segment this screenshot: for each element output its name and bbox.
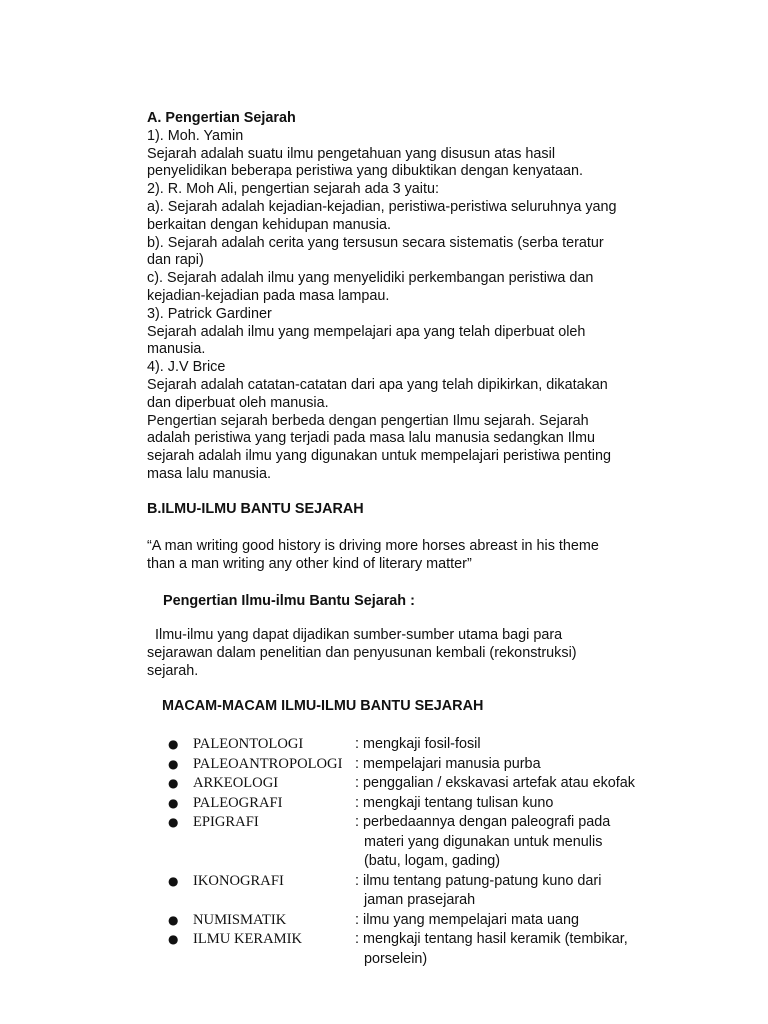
list-item-term: PALEOANTROPOLOGI: [193, 755, 343, 772]
section-a-line: Sejarah adalah suatu ilmu pengetahuan yang disusun atas hasil: [147, 145, 556, 162]
list-item: [168, 813, 688, 872]
section-a-title: A. Pengertian Sejarah: [147, 110, 296, 126]
bullet-icon: ●: [168, 756, 179, 771]
list-item-term: PALEOGRAFI: [193, 794, 283, 811]
definition-line: sejarawan dalam penelitian dan penyusunan kembali (rekonstruksi): [147, 644, 577, 661]
section-a-line: a). Sejarah adalah kejadian-kejadian, peristiwa-peristiwa seluruhnya yang: [147, 198, 617, 215]
section-a-line: sejarah adalah ilmu yang digunakan untuk mempelajari peristiwa penting: [147, 448, 611, 465]
list-item-description-line: materi yang digunakan untuk menulis: [364, 833, 603, 850]
bullet-icon: ●: [168, 737, 179, 751]
list-item-term: EPIGRAFI: [193, 814, 259, 830]
section-a-line: Pengertian sejarah berbeda dengan pengertian Ilmu sejarah. Sejarah: [147, 412, 589, 429]
list-item: [168, 735, 688, 755]
section-a-line: Sejarah adalah ilmu yang mempelajari apa yang telah diperbuat oleh: [147, 323, 586, 340]
list-item-term: ILMU KERAMIK: [193, 931, 303, 947]
list-item-description: [355, 930, 688, 969]
list-item-term: NUMISMATIK: [193, 911, 287, 928]
list-item: [168, 872, 688, 911]
list-item-description-line: porselein): [364, 950, 428, 967]
definition-line: Ilmu-ilmu yang dapat dijadikan sumber-sumber utama bagi para: [147, 627, 563, 643]
quote-block: [147, 538, 667, 574]
section-a-body: [147, 128, 667, 484]
section-a-line: dan diperbuat oleh manusia.: [147, 394, 329, 411]
section-a-line: b). Sejarah adalah cerita yang tersusun secara sistematis (serba teratur: [147, 234, 604, 251]
list-item-description-line: : perbedaannya dengan paleografi pada: [355, 814, 611, 830]
section-a-line: 1). Moh. Yamin: [147, 127, 244, 144]
list-item-description: [355, 735, 688, 755]
section-a-line: 3). Patrick Gardiner: [147, 305, 272, 322]
list-item-description-line: : penggalian / ekskavasi artefak atau ekofak: [355, 775, 635, 791]
list-item-description: [355, 872, 688, 911]
section-a-line: c). Sejarah adalah ilmu yang menyelidiki perkembangan peristiwa dan: [147, 270, 594, 287]
list-item-term: PALEONTOLOGI: [193, 736, 304, 752]
bullet-icon: ●: [168, 912, 179, 927]
bullet-icon: ●: [168, 815, 179, 829]
bullet-icon: ●: [168, 873, 179, 888]
auxiliary-science-list: [168, 735, 688, 969]
quote-line: than a man writing any other kind of literary matter”: [147, 555, 472, 572]
list-item-description-line: : ilmu yang mempelajari mata uang: [355, 911, 579, 928]
section-a-line: penyelidikan beberapa peristiwa yang dibuktikan dengan kenyataan.: [147, 163, 584, 180]
bullet-icon: ●: [168, 932, 179, 946]
list-heading: MACAM-MACAM ILMU-ILMU BANTU SEJARAH: [162, 698, 484, 714]
section-a-line: 4). J.V Brice: [147, 359, 226, 376]
list-item-description-line: : mengkaji tentang hasil keramik (tembikar,: [355, 931, 628, 947]
list-item-description: [355, 813, 688, 872]
list-item-description-line: : mengkaji tentang tulisan kuno: [355, 794, 554, 811]
definition-line: sejarah.: [147, 662, 199, 679]
list-item-term: ARKEOLOGI: [193, 775, 279, 791]
bullet-icon: ●: [168, 795, 179, 810]
quote-line: “A man writing good history is driving more horses abreast in his theme: [147, 538, 599, 554]
list-item: [168, 911, 688, 931]
list-item: [168, 755, 688, 775]
list-item-description: [355, 774, 688, 794]
list-item-description-line: : mempelajari manusia purba: [355, 755, 541, 772]
section-a-line: Sejarah adalah catatan-catatan dari apa yang telah dipikirkan, dikatakan: [147, 376, 608, 393]
list-item-description: [355, 794, 688, 814]
list-item-description: [355, 755, 688, 775]
section-a-line: 2). R. Moh Ali, pengertian sejarah ada 3 yaitu:: [147, 181, 439, 198]
section-b-title: B.ILMU-ILMU BANTU SEJARAH: [147, 501, 364, 517]
definition-text: [147, 627, 667, 680]
list-item-description-line: : ilmu tentang patung-patung kuno dari: [355, 872, 602, 889]
section-a: [147, 110, 667, 484]
list-item-description-line: (batu, logam, gading): [364, 853, 500, 869]
section-a-line: dan rapi): [147, 252, 204, 269]
list-item-term: IKONOGRAFI: [193, 872, 284, 889]
list-item: [168, 774, 688, 794]
list-item: [168, 794, 688, 814]
section-a-line: kejadian-kejadian pada masa lampau.: [147, 287, 390, 304]
list-item-description: [355, 911, 688, 931]
section-a-line: manusia.: [147, 341, 206, 358]
definition-heading: Pengertian Ilmu-ilmu Bantu Sejarah :: [163, 593, 415, 609]
list-item-description-line: jaman prasejarah: [364, 892, 476, 908]
bullet-icon: ●: [168, 776, 179, 790]
section-a-line: adalah peristiwa yang terjadi pada masa lalu manusia sedangkan Ilmu: [147, 430, 595, 447]
section-a-line: berkaitan dengan kehidupan manusia.: [147, 216, 392, 233]
list-item: [168, 930, 688, 969]
section-a-line: masa lalu manusia.: [147, 465, 271, 482]
list-item-description-line: : mengkaji fosil-fosil: [355, 736, 481, 752]
